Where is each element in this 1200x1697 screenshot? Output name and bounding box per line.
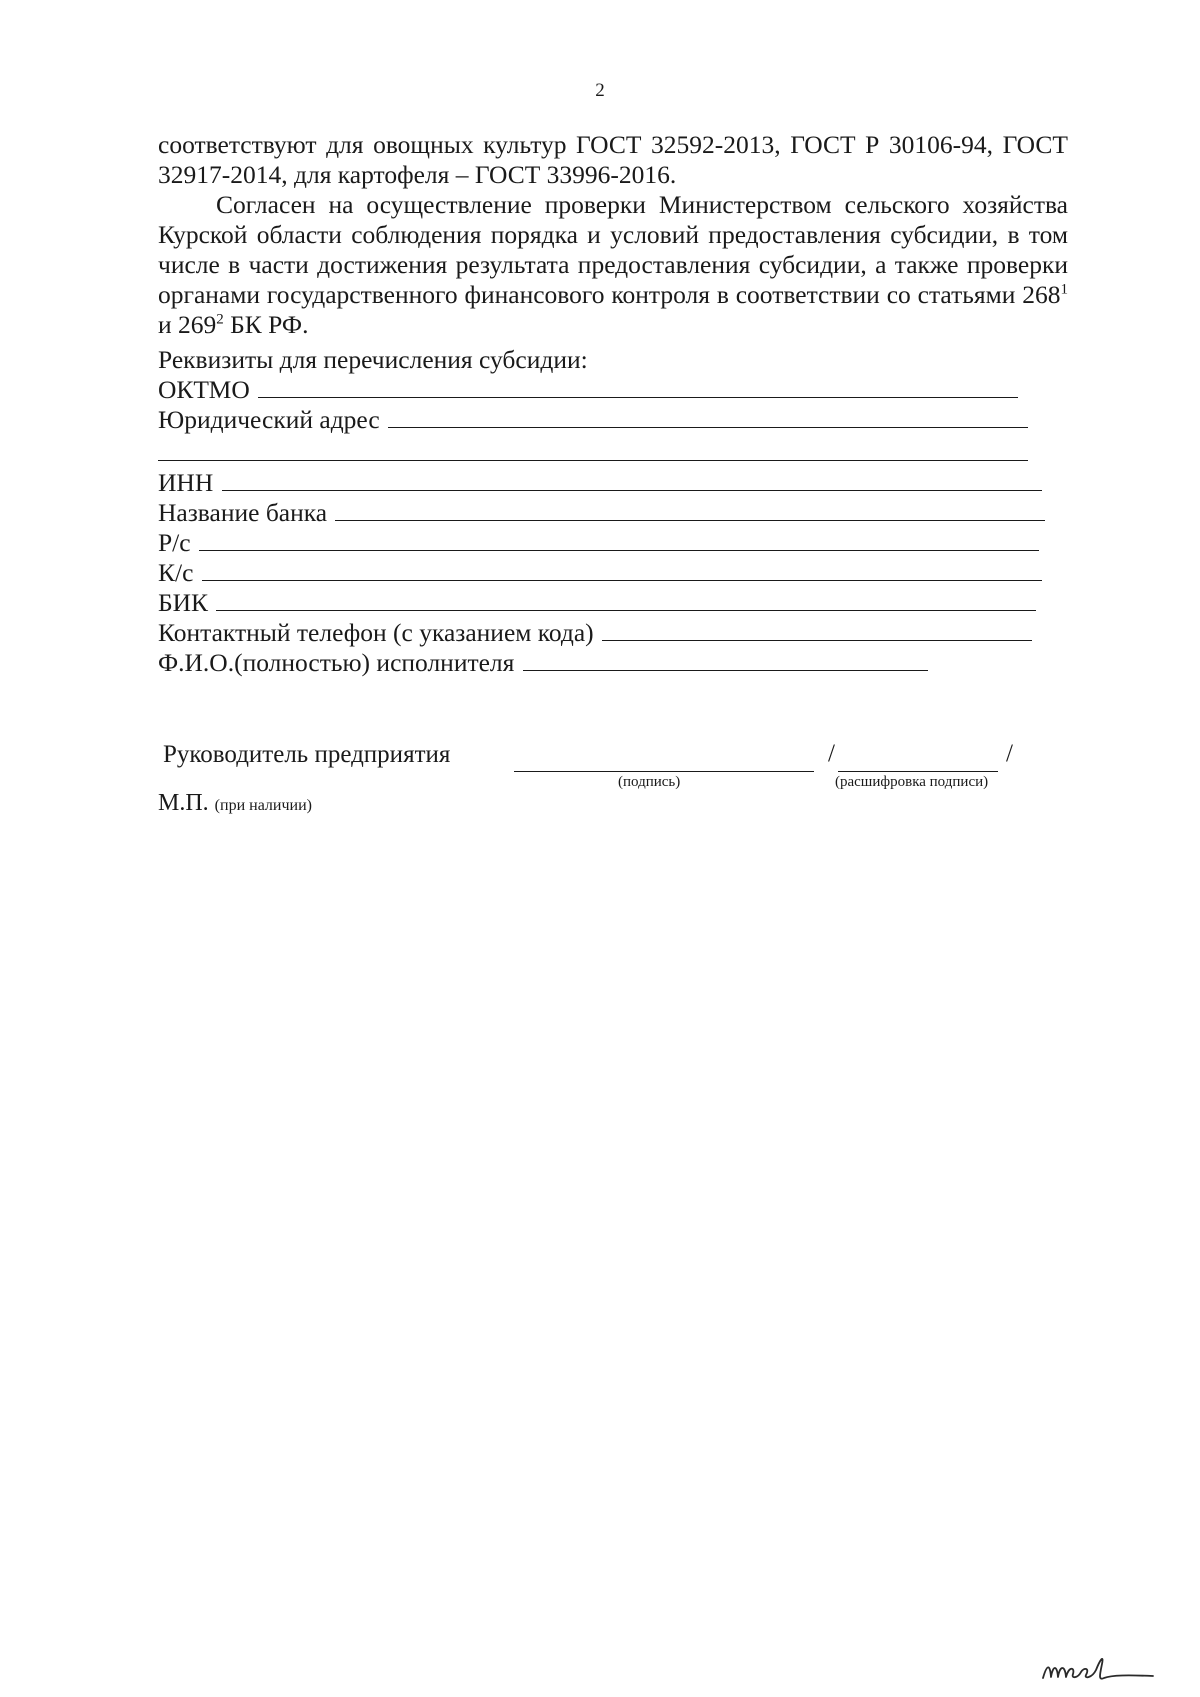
legal-address-line-2[interactable] (158, 460, 1028, 461)
article-269: 269 (178, 310, 217, 339)
handwritten-initials (1038, 1648, 1178, 1688)
conjunction: и (158, 310, 172, 339)
legal-address-field[interactable] (158, 405, 1028, 435)
article-269-sup: 2 (216, 311, 224, 328)
slash-right: / (1006, 740, 1013, 767)
stamp-label: М.П. (158, 790, 209, 816)
bik-line[interactable] (216, 588, 1036, 611)
signature-decoding-line[interactable] (838, 771, 998, 772)
inn-label: ИНН (158, 468, 214, 497)
paragraph-gost: соответствуют для овощных культур ГОСТ 32592-2013, ГОСТ Р 30106-94, ГОСТ 32917-2014, для картофеля – ГОСТ 33996-2016. (158, 130, 1068, 189)
phone-line[interactable] (602, 618, 1032, 641)
paragraph-consent (158, 190, 1068, 340)
article-268-sup: 1 (1060, 281, 1069, 298)
bik-label: БИК (158, 588, 209, 617)
oktmo-line[interactable] (258, 375, 1018, 398)
requisites-heading: Реквизиты для перечисления субсидии: (158, 345, 588, 374)
phone-field[interactable] (158, 618, 1032, 648)
article-268: 268 (1022, 280, 1061, 309)
oktmo-label: ОКТМО (158, 375, 250, 404)
ks-field[interactable] (158, 558, 1042, 588)
rs-field[interactable] (158, 528, 1039, 558)
oktmo-field[interactable] (158, 375, 1018, 405)
decoding-caption: (расшифровка подписи) (835, 774, 989, 790)
bik-field[interactable] (158, 588, 1036, 618)
ks-label: К/с (158, 558, 194, 587)
phone-label: Контактный телефон (с указанием кода) (158, 618, 594, 647)
bank-name-field[interactable] (158, 498, 1045, 528)
executor-line[interactable] (523, 648, 928, 671)
rs-label: Р/с (158, 528, 191, 557)
signature-line[interactable] (514, 771, 814, 772)
legal-address-label: Юридический адрес (158, 405, 380, 434)
legal-address-line[interactable] (388, 405, 1028, 428)
executor-label: Ф.И.О.(полностью) исполнителя (158, 648, 515, 677)
signature-caption: (подпись) (618, 774, 681, 790)
bank-name-line[interactable] (335, 498, 1045, 521)
page-number: 2 (595, 80, 605, 101)
signature-label: Руководитель предприятия (163, 741, 451, 768)
budget-code: БК РФ. (230, 310, 309, 339)
bank-name-label: Название банка (158, 498, 328, 527)
inn-line[interactable] (222, 468, 1042, 491)
stamp-place (158, 790, 312, 817)
rs-line[interactable] (199, 528, 1039, 551)
consent-text: Согласен на осуществление проверки Министерством сельского хозяйства Курской области соблюдения порядка и условий предоставления субсидии, в том числе в части достижения результата предоставления субсидии, а также проверки органами государственного финансового контроля в соответствии со статьями (158, 190, 1068, 309)
executor-field[interactable] (158, 648, 928, 678)
slash-left: / (828, 740, 835, 767)
inn-field[interactable] (158, 468, 1042, 498)
stamp-note: (при наличии) (214, 797, 312, 814)
ks-line[interactable] (202, 558, 1042, 581)
